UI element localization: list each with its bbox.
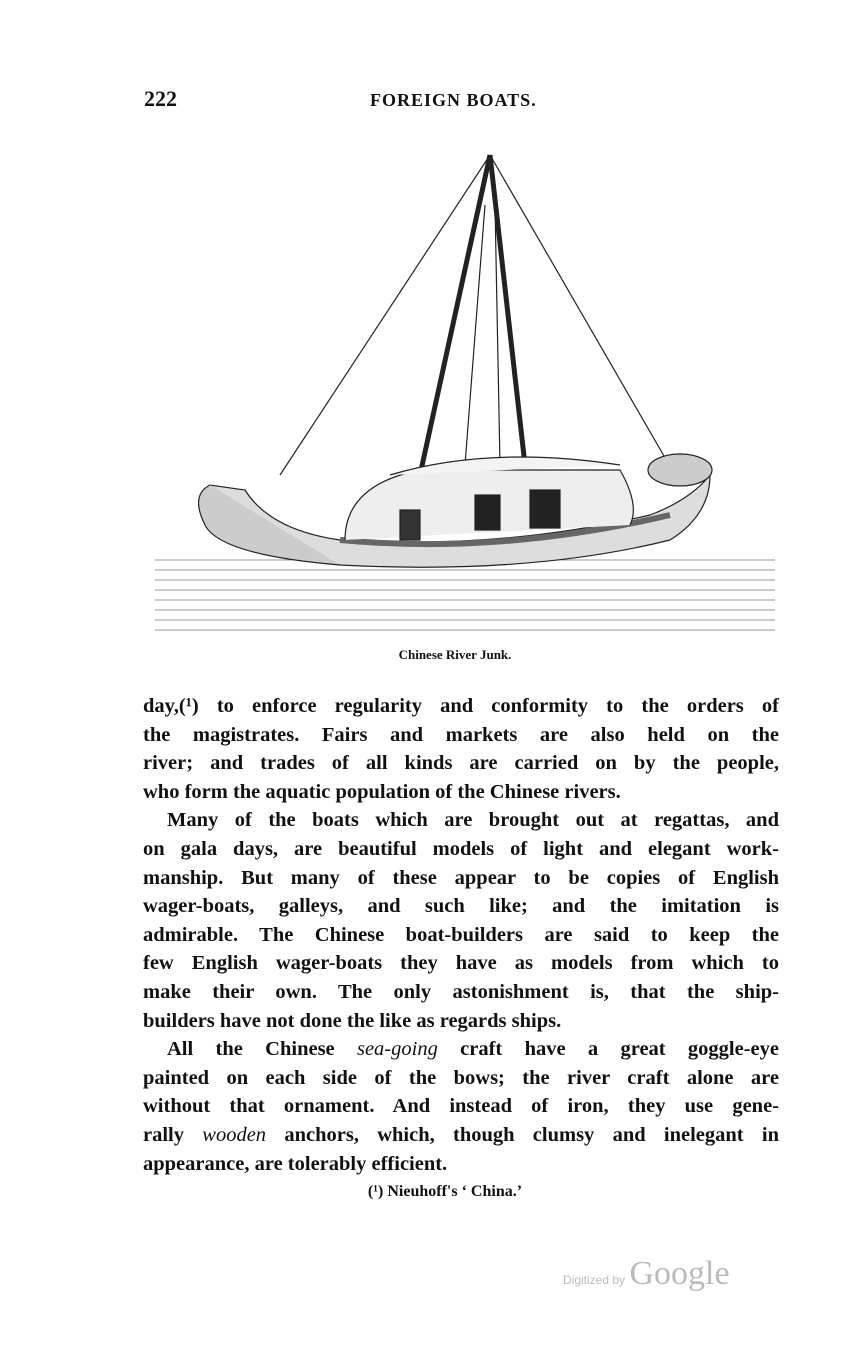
text-segment: craft have a great goggle-eye	[437, 1038, 780, 1061]
text-line	[143, 806, 779, 835]
text-segment: admirable. The Chinese boat-builders are said to keep the	[143, 923, 779, 946]
text-line	[143, 892, 779, 921]
body-text	[143, 692, 779, 1178]
text-segment: manship. But many of these appear to be copies of English	[143, 866, 779, 889]
footnote: (¹) Nieuhoff's ‘ China.’	[367, 1183, 523, 1200]
text-line	[143, 1035, 779, 1064]
text-segment: wager-boats, galleys, and such like; and the imitation is	[143, 895, 779, 918]
text-segment: painted on each side of the bows; the river craft alone are	[143, 1066, 779, 1089]
watermark-brand: Google	[629, 1255, 730, 1292]
text-line	[143, 835, 779, 864]
text-segment: day,(¹) to enforce regularity and conformity to the orders of	[143, 695, 779, 717]
text-line	[143, 749, 779, 778]
text-segment: make their own. The only astonishment is, that the ship-	[143, 980, 779, 1003]
hull	[199, 454, 712, 567]
junk-illustration	[150, 145, 780, 640]
text-line	[143, 692, 779, 721]
text-segment: few English wager-boats they have as models from which to	[143, 952, 779, 975]
text-segment: builders have not done the like as regards ships.	[143, 1009, 562, 1032]
text-segment: who form the aquatic population of the Chinese rivers.	[143, 780, 621, 803]
text-line	[143, 1092, 779, 1121]
text-segment: on gala days, are beautiful models of light and elegant work-	[143, 837, 779, 860]
watermark-prefix: Digitized by	[563, 1273, 626, 1287]
text-line	[143, 1007, 779, 1036]
running-title: FOREIGN BOATS.	[370, 90, 537, 110]
google-watermark	[563, 1255, 730, 1293]
text-segment: the magistrates. Fairs and markets are also held on the	[143, 723, 779, 746]
text-line	[143, 978, 779, 1007]
page-number: 222	[144, 86, 177, 111]
text-line	[143, 921, 779, 950]
text-segment: Many of the boats which are brought out at regattas, and	[167, 809, 779, 832]
text-line	[143, 778, 779, 807]
text-segment: All the Chinese	[167, 1038, 357, 1061]
text-segment: rally	[143, 1123, 203, 1146]
text-line	[143, 1121, 779, 1150]
italic-text: sea-going	[356, 1038, 438, 1061]
water	[155, 560, 775, 630]
text-segment: appearance, are tolerably efficient.	[143, 1152, 448, 1175]
figure-caption: Chinese River Junk.	[398, 647, 512, 662]
text-line	[143, 949, 779, 978]
italic-text: wooden	[202, 1123, 267, 1146]
text-segment: anchors, which, though clumsy and inelegant in	[266, 1123, 779, 1146]
text-line	[143, 1150, 779, 1179]
text-line	[143, 864, 779, 893]
mast	[280, 155, 675, 475]
text-line	[143, 721, 779, 750]
text-segment: river; and trades of all kinds are carried on by the people,	[143, 752, 779, 775]
text-segment: without that ornament. And instead of iron, they use gene-	[143, 1095, 779, 1118]
text-line	[143, 1064, 779, 1093]
